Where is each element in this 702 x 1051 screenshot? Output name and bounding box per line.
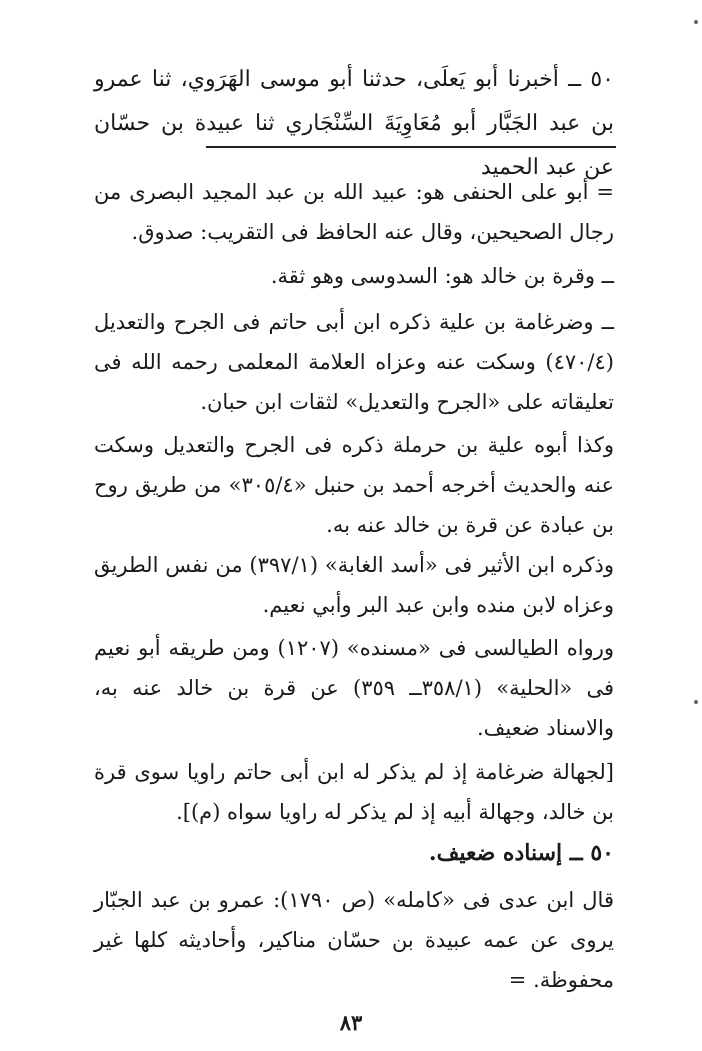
footnote-paragraph-3: ــ وضرغامة بن علية ذكره ابن أبى حاتم فى الجرح والتعديل (٤٧٠/٤) وسكت عنه وعزاه العلامة المعلمى رحمه الله فى تعليقاته على «الجرح والتعديل» لثقات ابن حبان. [94, 310, 614, 414]
scan-speck [694, 700, 698, 704]
footnote-paragraph-2: ــ وقرة بن خالد هو: السدوسى وهو ثقة. [270, 264, 614, 288]
section-heading: ٥٠ ــ إسناده ضعيف. [428, 840, 614, 866]
footnote-paragraph-5: وذكره ابن الأثير فى «أسد الغابة» (٣٩٧/١) من نفس الطريق وعزاه لابن منده وابن عبد البر وأبي نعيم. [94, 553, 614, 617]
hadith-text: ٥٠ ــ أخبرنا أبو يَعلَى، حدثنا أبو موسى الهَرَوي، ثنا عمرو بن عبد الجَبَّار أبو مُعَاوِيَةَ السِّنْجَاري ثنا عبيدة بن حسّان عن عبد الحميد [94, 67, 614, 180]
footnote-separator [206, 146, 616, 148]
footnote-paragraph-1: = أبو على الحنفى هو: عبيد الله بن عبد المجيد البصرى من رجال الصحيحين، وقال عنه الحافظ فى التقريب: صدوق. [94, 180, 614, 244]
scan-speck [694, 20, 698, 24]
footnote-paragraph-4: وكذا أبوه علية بن حرملة ذكره فى الجرح والتعديل وسكت عنه والحديث أخرجه أحمد بن حنبل «٣٠٥/٤» من طريق روح بن عبادة عن قرة بن خالد عنه به. [94, 433, 614, 537]
closing-paragraph: قال ابن عدى فى «كامله» (ص ١٧٩٠): عمرو بن عبد الجبّار يروى عن عمه عبيدة بن حسّان مناكير، وأحاديثه كلها غير محفوظة. = [94, 888, 614, 992]
footnote-paragraph-7: [لجهالة ضرغامة إذ لم يذكر له ابن أبى حاتم راويا سوى قرة بن خالد، وجهالة أبيه إذ لم يذكر له راويا سواه (م)]. [94, 760, 614, 824]
page-number: ٨٣ [339, 1010, 363, 1035]
footnote-paragraph-6: ورواه الطيالسى فى «مسنده» (١٢٠٧) ومن طريقه أبو نعيم فى «الحلية» (٣٥٨/١ــ ٣٥٩) عن قرة بن خالد عنه به، والاسناد ضعيف. [94, 636, 615, 740]
